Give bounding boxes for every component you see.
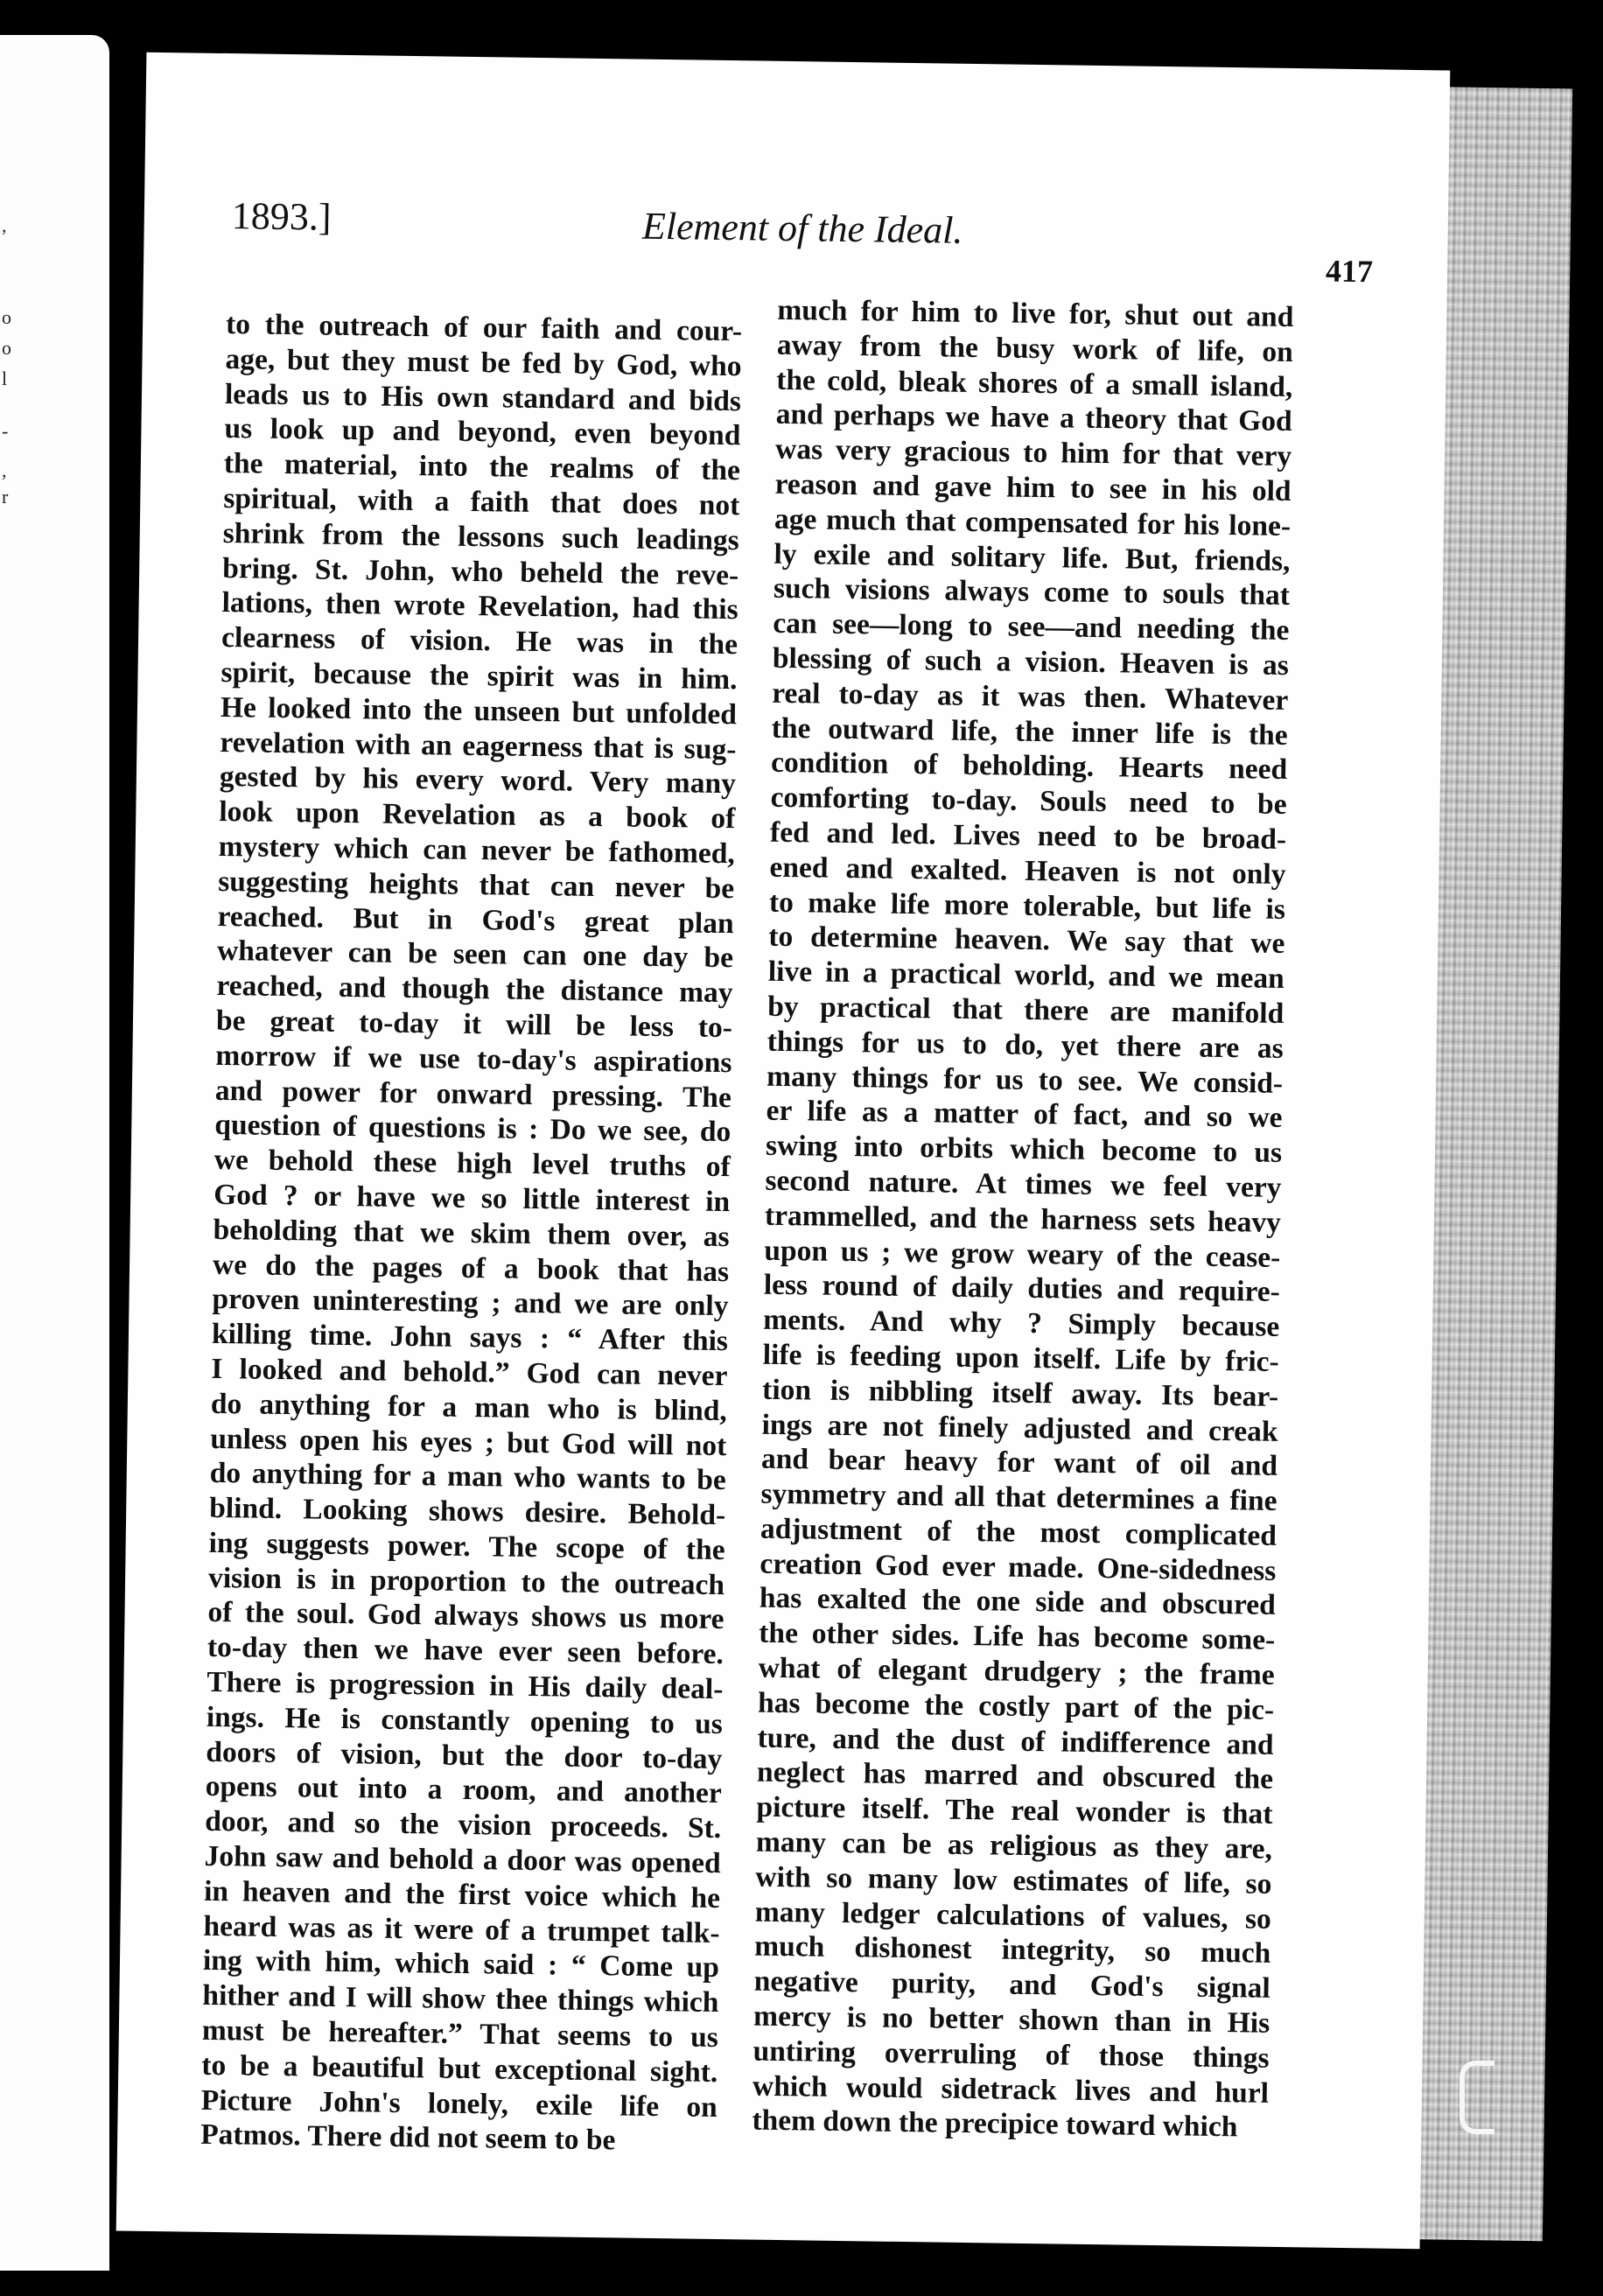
text-line: and bear heavy for want of oil and (760, 1442, 1278, 1483)
text-line: ings are not finely adjusted and creak (761, 1408, 1278, 1448)
text-line: condition of beholding. Hearts need (770, 746, 1288, 787)
text-line: the other sides. Life has become some- (759, 1616, 1276, 1657)
text-line: swing into orbits which become to us (765, 1129, 1283, 1170)
text-line: vision is in proportion to the outreach (207, 1561, 725, 1601)
text-line: I looked and behold.” God can never (211, 1352, 728, 1393)
text-line: age, but they must be fed by God, who (225, 342, 742, 383)
margin-mark: , (2, 214, 7, 236)
text-line: hither and I will show thee things which (202, 1979, 719, 2020)
text-line: in heaven and the first voice which he (203, 1874, 721, 1914)
text-line: ings. He is constantly opening to us (206, 1700, 724, 1740)
text-line: killing time. John says : “ After this (211, 1318, 729, 1358)
text-line: many things for us to see. We consid- (766, 1060, 1284, 1100)
text-line: reason and gave him to see in his old (774, 467, 1292, 508)
text-line: fed and led. Lives need to be broad- (769, 816, 1287, 856)
text-line: morrow if we use to-day's aspirations (215, 1039, 732, 1079)
text-line: away from the busy work of life, on (776, 328, 1294, 368)
text-line: has exalted the one side and obscured (759, 1582, 1277, 1622)
text-line: spirit, because the spirit was in him. (220, 655, 738, 696)
text-line: what of elegant drudgery ; the frame (758, 1651, 1275, 1691)
text-line: shrink from the lessons such leadings (222, 516, 739, 557)
text-line: to determine heaven. We say that we (768, 920, 1285, 961)
text-line: creation God ever made. One-sidedness (760, 1547, 1277, 1587)
text-line: to-day then we have ever seen before. (206, 1631, 724, 1671)
text-line: picture itself. The real wonder is that (756, 1790, 1273, 1831)
text-line: unless open his eyes ; but God will not (210, 1422, 727, 1462)
text-line: real to-day as it was then. Whatever (772, 676, 1289, 717)
text-line: ments. And why ? Simply because (763, 1303, 1280, 1344)
text-line: we behold these high level truths of (214, 1144, 731, 1184)
text-line: the cold, bleak shores of a small island, (776, 363, 1293, 403)
margin-mark: r (2, 486, 9, 508)
facing-page-edge (0, 35, 109, 2271)
text-line: revelation with an eagerness that is sug- (220, 725, 737, 766)
text-line: be great to-day it will be less to- (215, 1004, 733, 1045)
text-line: untiring overruling of those things (752, 2034, 1270, 2075)
text-line: ture, and the dust of indifference and (757, 1721, 1274, 1761)
text-line: do anything for a man who is blind, (210, 1387, 728, 1427)
running-head-year: 1893.] (231, 194, 332, 239)
text-line: and perhaps we have a theory that God (775, 398, 1292, 438)
text-line: ing suggests power. The scope of the (208, 1526, 725, 1567)
book-page (116, 52, 1451, 2250)
text-line: much for him to live for, shut out and (777, 293, 1294, 334)
text-line: negative purity, and God's signal (753, 1964, 1270, 2006)
text-line: less round of daily duties and require- (763, 1269, 1281, 1309)
text-line: suggesting heights that can never be (217, 864, 735, 905)
text-line: live in a practical world, and we mean (767, 955, 1285, 996)
text-line: ly exile and solitary life. But, friends, (774, 537, 1291, 578)
text-line: question of questions is : Do we see, do (214, 1109, 732, 1149)
text-line: we do the pages of a book that has (212, 1248, 730, 1288)
text-line: mercy is no better shown than in His (752, 1999, 1270, 2040)
text-line: beholding that we skim them over, as (213, 1213, 730, 1253)
text-line: ing with him, which said : “ Come up (202, 1944, 720, 1984)
text-line: things for us to do, yet there are as (766, 1025, 1284, 1065)
facing-page-margin-marks (2, 35, 10, 2271)
text-line: much dishonest integrity, so much (754, 1930, 1271, 1970)
text-line: He looked into the unseen but unfolded (220, 690, 738, 731)
text-line: John saw and behold a door was opened (204, 1839, 721, 1880)
running-head (231, 185, 1374, 290)
text-line: door, and so the vision proceeds. St. (204, 1805, 722, 1845)
text-line: There is progression in His daily deal- (206, 1665, 724, 1706)
text-line: to be a beautiful but exceptional sight. (201, 2048, 718, 2089)
fore-edge-mark (1460, 2061, 1494, 2134)
text-line: heard was as it were of a trumpet talk- (203, 1909, 720, 1950)
text-line: to make life more tolerable, but life is (768, 886, 1286, 926)
text-line: life is feeding upon itself. Life by fric- (762, 1338, 1279, 1378)
text-line: symmetry and all that determines a fine (760, 1477, 1278, 1518)
text-line: upon us ; we grow weary of the cease- (764, 1234, 1281, 1274)
text-line: many can be as religious as they are, (755, 1825, 1273, 1866)
text-line: such visions always come to souls that (773, 572, 1291, 612)
text-line: God ? or have we so little interest in (213, 1178, 731, 1219)
text-line: bring. St. John, who beheld the reve- (221, 551, 739, 592)
running-head-title: Element of the Ideal. (641, 204, 963, 252)
text-line: mystery which can never be fathomed, (218, 830, 735, 871)
text-line: do anything for a man who wants to be (209, 1457, 726, 1497)
text-line: and power for onward pressing. The (214, 1074, 732, 1114)
margin-mark: , (2, 459, 7, 481)
text-line: look upon Revelation as a book of (219, 795, 736, 836)
text-line: blessing of such a vision. Heaven is as (772, 641, 1290, 682)
text-line: opens out into a room, and another (205, 1770, 722, 1810)
text-line: which would sidetrack lives and hurl (752, 2069, 1270, 2110)
text-line: tion is nibbling itself away. Its bear- (761, 1373, 1279, 1413)
text-line: spiritual, with a faith that does not (223, 481, 740, 522)
text-line: them down the precipice toward which (752, 2104, 1238, 2144)
margin-mark: l (2, 368, 8, 389)
text-line: many ledger calculations of values, so (754, 1895, 1272, 1936)
text-line: proven uninteresting ; and we are only (212, 1283, 729, 1323)
page-number: 417 (1325, 253, 1374, 290)
text-line: Patmos. There did not seem to be (200, 2118, 616, 2157)
text-line: with so many low estimates of life, so (755, 1860, 1272, 1900)
text-line: leads us to His own standard and bids (224, 377, 742, 417)
text-line: trammelled, and the harness sets heavy (764, 1199, 1282, 1239)
text-line: age much that compensated for his lone- (774, 502, 1292, 542)
text-line: must be hereafter.” That seems to us (201, 2013, 719, 2054)
text-line: comforting to-day. Souls need to be (770, 780, 1287, 822)
text-line: doors of vision, but the door to-day (206, 1735, 723, 1775)
text-line: can see—long to see—and needing the (773, 606, 1290, 648)
text-line: has become the costly part of the pic- (757, 1686, 1275, 1726)
text-column-right (752, 293, 1293, 2146)
text-line: us look up and beyond, even beyond (224, 412, 741, 452)
text-line: adjustment of the most complicated (760, 1512, 1278, 1552)
text-line: by practical that there are manifold (767, 990, 1284, 1030)
text-line: of the soul. God always shows us more (207, 1596, 724, 1636)
text-line: gested by his every word. Very many (219, 760, 737, 801)
text-line: clearness of vision. He was in the (220, 621, 738, 662)
text-line: second nature. At times we feel very (765, 1164, 1282, 1204)
text-line: to the outreach of our faith and cour- (225, 308, 743, 348)
text-line: Picture John's lonely, exile life on (200, 2083, 718, 2124)
text-line: ened and exalted. Heaven is not only (769, 850, 1286, 891)
text-line: er life as a matter of fact, and so we (766, 1095, 1283, 1135)
text-line: the material, into the realms of the (223, 447, 741, 487)
margin-mark: - (2, 420, 9, 442)
text-line: reached. But in God's great plan (217, 900, 734, 940)
text-line: blind. Looking shows desire. Behold- (208, 1491, 726, 1532)
margin-mark: o (2, 306, 11, 328)
text-line: neglect has marred and obscured the (756, 1756, 1274, 1796)
text-column-left (200, 307, 742, 2160)
text-line: the outward life, the inner life is the (771, 711, 1288, 752)
margin-mark: o (2, 337, 11, 359)
text-line: lations, then wrote Revelation, had this (221, 586, 738, 626)
text-line: whatever can be seen can one day be (216, 934, 734, 975)
text-line: reached, and though the distance may (216, 970, 733, 1010)
text-line: was very gracious to him for that very (774, 432, 1292, 473)
